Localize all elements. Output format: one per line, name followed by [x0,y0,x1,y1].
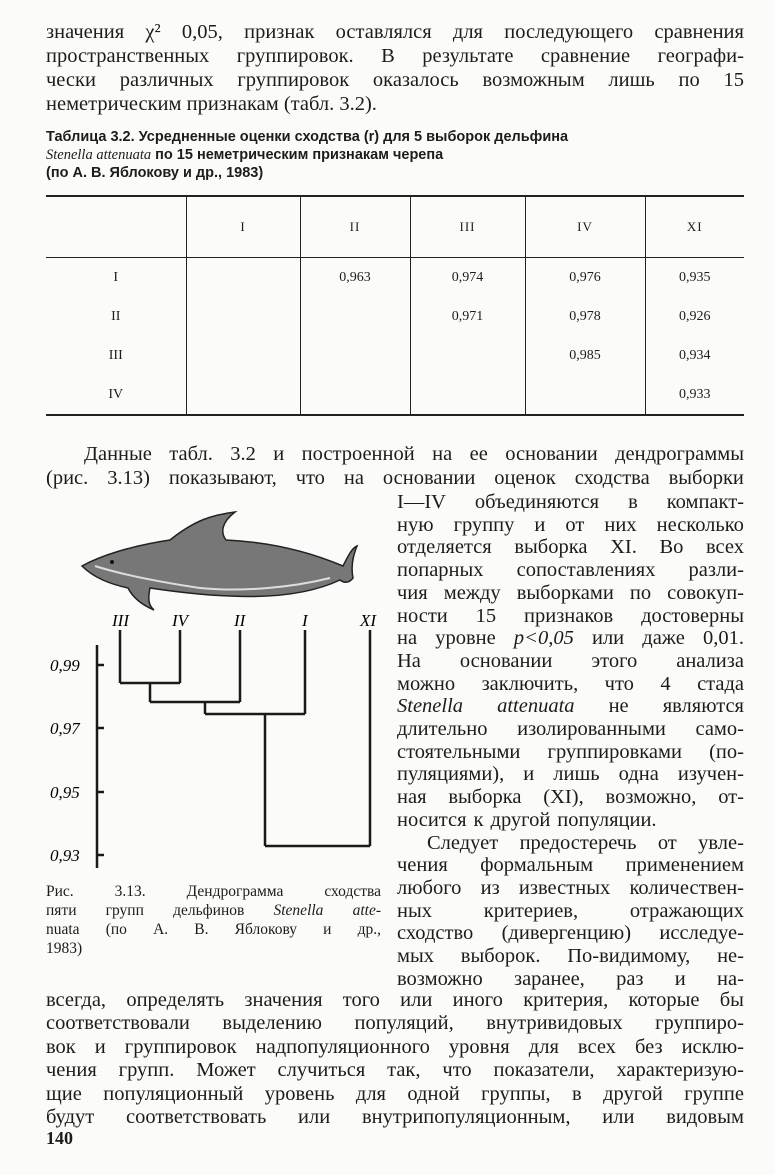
word: любого [397,876,462,899]
word: анализа [676,649,744,672]
word: исклю- [681,1035,744,1058]
header-cell: XI [645,196,744,258]
word: ных [397,899,432,922]
word: p<0,05 [513,627,574,650]
page-number: 140 [46,1128,73,1148]
word: в [628,491,638,513]
word: популяций, [354,1012,454,1035]
text-line [397,853,744,877]
word: увле- [698,831,744,854]
text-line [397,899,744,923]
leaf-label: IV [172,611,189,630]
word: (дивергенцию) [501,922,632,945]
word: чения [397,854,448,877]
word: выборок. [460,945,541,967]
word: 15 [723,69,744,91]
word: группировок [237,69,350,91]
table-cell: 0,926 [645,297,744,336]
word: применением [625,854,744,877]
word: ная [397,786,427,809]
word: А. [153,921,169,938]
word: и [523,763,535,786]
table-cell [525,375,645,415]
word: всегда, [46,989,107,1011]
table-caption-line: (по А. В. Яблокову и др., 1983) [46,165,264,181]
word: количествен- [629,876,744,899]
word: этого [591,649,638,672]
word: дендрограммы [615,443,744,465]
word: возможно [397,967,483,990]
text-line [46,1105,744,1129]
word: на [397,627,418,650]
word: для [452,21,483,43]
header-cell: II [300,196,410,258]
word: ности [397,604,448,627]
word: и [323,921,332,938]
word: выборки [668,467,744,489]
text-line [397,762,744,786]
text-line [427,831,744,855]
table-caption-line: Таблица 3.2. Усредненные оценки сходства (r) для 5 выборок дельфина [46,129,569,145]
header-cell: III [410,196,525,258]
table-cell: 0,978 [525,297,645,336]
word: группировками [547,740,682,763]
word: признаков [524,604,614,627]
row-label: III [108,347,123,363]
word: другой [490,808,551,831]
word: достоверны [641,604,744,627]
text-line [397,535,744,559]
text-line [397,808,657,832]
word: В. [194,921,209,938]
word: выделению [222,1012,322,1035]
word: популяции. [557,808,657,831]
text-line [397,604,744,628]
word: стоятельными [397,740,521,763]
word: групп. [118,1059,175,1082]
word: них [604,513,637,536]
word: показатели, [493,1059,595,1082]
word: табл. [169,443,213,465]
word: на- [717,967,744,990]
axis-tick-label: 0,95 [50,783,80,802]
word: к [473,808,484,831]
word: оценок [494,467,556,489]
table-cell [410,375,525,415]
word: дельфинов [173,902,245,919]
caption-line: 1983) [46,940,83,957]
text-line [397,785,744,809]
word: atte- [352,902,381,919]
word: лишь [553,763,600,786]
text-line [397,649,744,673]
species-name: Stenella attenuata [46,147,152,163]
word: ее [469,443,488,465]
word: иного [452,989,503,1011]
axis-tick-label: 0,97 [50,719,80,738]
word: (рис. [46,467,89,489]
word: основании [459,649,553,672]
word: группировок [124,1035,237,1058]
axis-tick-label: 0,99 [50,656,80,675]
word: возможно, [605,786,697,809]
caption-text: по 15 неметрическим признакам черепа [151,147,444,163]
word: соответствовали [46,1012,190,1035]
word: (XI), [543,786,584,809]
word: пяти [46,902,77,919]
word: Может [196,1059,256,1082]
word: группиро- [655,1012,744,1035]
word: группе [684,1082,744,1105]
word: На [397,649,421,672]
table-cell: 0,974 [410,258,525,298]
dendrogram [97,630,370,868]
caption-line [46,882,381,901]
word: или [400,989,433,1011]
text-line [397,558,744,582]
row-label: IV [108,386,124,402]
word: соответствовать [126,1106,267,1128]
word: разли- [688,559,744,582]
table-cell: 0,933 [645,375,744,415]
word: между [443,581,501,604]
word: само- [695,718,744,740]
word: сравнения [654,21,744,43]
word: популяционный [103,1082,244,1105]
text-line [397,672,744,696]
word: (по- [709,740,744,763]
word: одна [618,763,659,786]
word: определять [126,989,225,1011]
word: (по [105,921,127,938]
word: несколько [656,513,744,536]
text-line [397,626,744,650]
word: 0,01. [702,627,744,650]
word: не- [717,945,744,967]
word: Рис. [46,883,74,900]
word: 15 [475,604,497,627]
word: χ² [145,21,161,43]
row-label: I [113,269,119,285]
word: уровень [264,1082,335,1105]
table-cell: 0,985 [525,336,645,375]
leaf-label: I [302,611,308,630]
word: даже [642,627,685,650]
header-cell: IV [525,196,645,258]
word: являются [662,695,744,718]
text-line [46,1011,744,1035]
text-line [397,876,744,900]
word: будут [46,1106,95,1128]
word: возможным [482,69,585,91]
word: XI. [610,536,637,559]
word: др., [357,921,381,938]
word: что [442,1059,472,1082]
word: надпопуляционного [255,1035,430,1058]
word: Дендрограмма [186,883,284,900]
word: сопоставлениях [516,559,656,582]
word: чения [46,1059,97,1082]
word: носится [397,808,467,831]
word: уровне [435,627,496,650]
word: не [608,695,629,718]
word: основании [505,443,598,465]
word: что [604,672,634,695]
text-line [46,1035,744,1059]
text-line [46,1082,744,1106]
word: того [342,989,380,1011]
word: формальным [480,854,594,877]
word: от [565,513,585,536]
word: внутрипопуляционным, [361,1106,571,1128]
word: признак [244,21,315,43]
word: 4 [660,672,671,695]
row-label: II [111,308,121,324]
word: известных [518,876,611,899]
word: и [273,443,285,465]
word: изучен- [677,763,744,786]
word: критерия, [523,989,609,1011]
word: так, [387,1059,421,1082]
header-cell: I [186,196,300,258]
text-line [397,944,744,968]
word: сравнение [540,45,631,67]
word: различных [119,69,214,91]
word: последующего [504,21,634,43]
word: основании [382,467,476,489]
word: критериев, [483,899,579,922]
word: пуляциями), [397,763,505,786]
word: группы, [481,1082,551,1105]
word: что [295,467,325,489]
word: Следует [427,831,499,854]
word: длительно [397,718,488,740]
text-line: неметрическим признакам (табл. 3.2). [46,93,377,115]
word: ную [397,513,434,536]
text-line [397,694,744,718]
leaf-label: XI [360,611,377,630]
word: которые [628,989,700,1011]
word: Данные [84,443,152,465]
word: 3.2 [230,443,256,465]
word: внутривидовых [486,1012,623,1035]
word: всех [577,1035,616,1058]
word: характеризую- [616,1059,744,1082]
word: отделяется [397,536,492,559]
word: на [432,443,453,465]
text-line [397,717,744,741]
word: В [381,45,395,67]
word: 3.13. [114,883,146,900]
word: или [298,1106,331,1128]
word: для [528,1035,559,1058]
word: бы [719,989,744,1011]
word: пространственных [46,45,210,67]
word: группировок. [236,45,354,67]
word: сходства [574,467,650,489]
axis-tick-label: 0,93 [50,846,80,865]
word: объединяются [474,491,600,513]
text-line [397,740,744,764]
text-line [397,490,744,514]
word: и [94,1035,106,1058]
word: уровня [448,1035,510,1058]
word: nuata [46,921,80,938]
word: мых [397,945,434,967]
text-line [397,513,744,537]
word: исследуе- [659,922,744,945]
word: выборками [516,581,614,604]
word: изолированными [517,718,666,740]
word: от- [718,786,744,809]
dolphin-illustration [82,512,357,610]
word: 0,05, [181,21,223,43]
word: одной [407,1082,460,1105]
word: без [634,1035,663,1058]
caption-line [46,920,381,939]
table-cell: 0,935 [645,258,744,298]
word: значения [46,21,125,43]
word: в [571,1082,582,1105]
text-line [46,988,744,1012]
word: Яблокову [234,921,298,938]
word: группу [453,513,515,536]
leaf-label: II [234,611,246,630]
word: чия [397,581,428,604]
table-cell: 0,976 [525,258,645,298]
word: отражающих [629,899,744,922]
word: Во [659,536,684,559]
word: чески [46,69,96,91]
word: на [343,467,364,489]
figure-caption [46,882,381,958]
word: показывают, [168,467,277,489]
word: видовым [666,1106,744,1128]
word: можно [397,672,456,695]
word: другой [603,1082,663,1105]
word: результате [422,45,514,67]
table-cell: 0,971 [410,297,525,336]
word: и [674,967,686,990]
word: или [591,627,625,650]
word: попарных [397,559,484,582]
word: совокуп- [667,581,744,604]
leaf-label: III [112,611,129,630]
word: сходство [397,922,474,945]
word: заранее, [513,967,585,990]
text-line [397,581,744,605]
word: и [534,513,546,536]
word: компакт- [666,491,744,513]
word: лишь [608,69,655,91]
word: случиться [277,1059,366,1082]
word: 3.13) [107,467,150,489]
word: сходства [324,883,381,900]
word: или [602,1106,635,1128]
word: оказалось [372,69,459,91]
word: Stenella [273,902,324,919]
table-cell: 0,963 [300,258,410,298]
word: географи- [657,45,744,67]
word: оставлялся [335,21,432,43]
word: вок [46,1035,76,1058]
word: attenuata [497,695,575,718]
word: стада [697,672,744,695]
word: Stenella [397,695,464,718]
word: I—IV [397,491,446,513]
word: по [629,581,652,604]
word: выборка [514,536,588,559]
table-cell [410,336,525,375]
word: по [678,69,700,91]
caption-line [46,901,381,920]
word: щие [46,1082,82,1105]
text-line [397,921,744,945]
word: из [480,876,500,899]
word: для [355,1082,386,1105]
word: выборка [448,786,522,809]
word: построенной [301,443,415,465]
table-cell: 0,934 [645,336,744,375]
word: раз [616,967,644,990]
word: предостеречь [519,831,637,854]
word: По-видимому, [567,945,691,967]
word: всех [705,536,744,559]
word: групп [105,902,144,919]
word: заключить, [481,672,579,695]
figure-3-13 [0,0,400,880]
word: от [657,831,677,854]
text-line [46,1058,744,1082]
word: значения [244,989,323,1011]
